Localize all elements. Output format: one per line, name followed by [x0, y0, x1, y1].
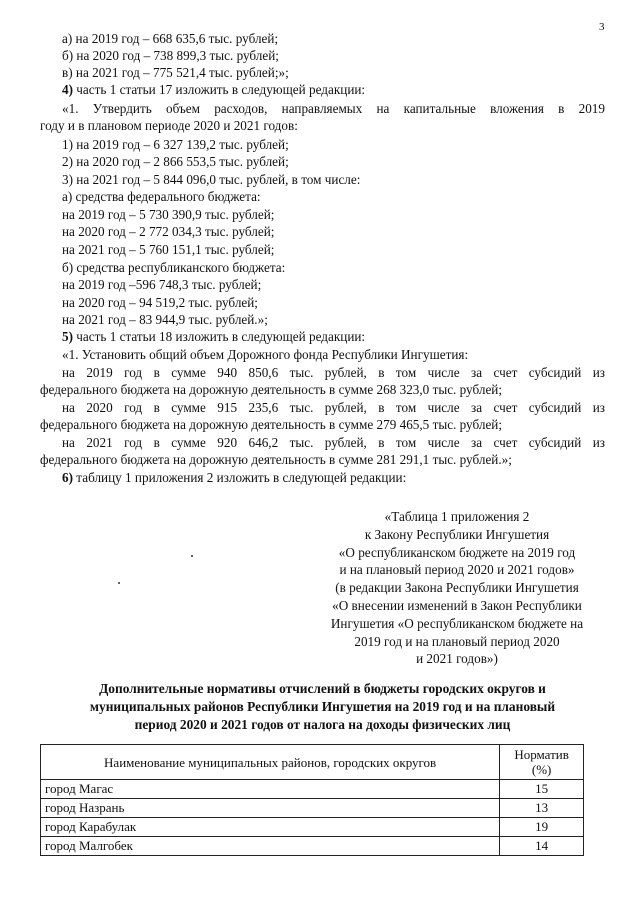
item-6-text: таблицу 1 приложения 2 изложить в следующей редакции:	[73, 470, 407, 485]
text-line: в) на 2021 год – 775 521,4 тыс. рублей;»;	[62, 65, 289, 80]
item-4	[62, 81, 365, 98]
caption-line: и 2021 годов»)	[416, 651, 498, 667]
table-title	[30, 680, 615, 734]
item-6-number: 6)	[62, 470, 73, 485]
table-row	[41, 818, 584, 837]
table-header-row	[41, 745, 584, 780]
item-5-text: часть 1 статьи 18 изложить в следующей редакции:	[73, 329, 366, 344]
caption-line: «О внесении изменений в Закон Республики	[332, 597, 582, 613]
art17-line: 3) на 2021 год – 5 844 096,0 тыс. рублей, в том числе:	[62, 172, 361, 187]
art17-line: на 2021 год – 5 760 151,1 тыс. рублей;	[62, 242, 275, 257]
district-name: город Малгобек	[41, 837, 500, 856]
district-name: город Назрань	[41, 799, 500, 818]
caption-line: «Таблица 1 приложения 2	[384, 509, 530, 524]
tax-standards-table	[40, 744, 584, 856]
scan-speck	[118, 582, 120, 584]
district-name: город Карабулак	[41, 818, 500, 837]
art18-para: на 2019 год в сумме 940 850,6 тыс. рублей, в том числе за счет субсидий из	[62, 365, 605, 380]
table-row	[41, 799, 584, 818]
standard-value: 13	[500, 799, 584, 818]
art17-line: б) средства республиканского бюджета:	[62, 260, 286, 275]
standard-value: 19	[500, 818, 584, 837]
art18-para-cont: федерального бюджета на дорожную деятельность в сумме 281 291,1 тыс. рублей.»;	[40, 452, 512, 467]
art17-line: 2) на 2020 год – 2 866 553,5 тыс. рублей;	[62, 154, 289, 169]
art17-line: 1) на 2019 год – 6 327 139,2 тыс. рублей;	[62, 137, 289, 152]
art17-line: на 2020 год – 94 519,2 тыс. рублей;	[62, 295, 258, 310]
item-6	[62, 469, 406, 486]
header-standard: Норматив (%)	[500, 745, 584, 780]
table-row	[41, 780, 584, 799]
art18-intro: «1. Установить общий объем Дорожного фонда Республики Ингушетия:	[62, 347, 469, 362]
art18-para-cont: федерального бюджета на дорожную деятельность в сумме 268 323,0 тыс. рублей;	[40, 382, 503, 397]
caption-line: и на плановый период 2020 и 2021 годов»	[339, 562, 575, 578]
art18-para-cont: федерального бюджета на дорожную деятельность в сумме 279 465,5 тыс. рублей;	[40, 417, 503, 432]
title-line: Дополнительные нормативы отчислений в бюджеты городских округов и	[99, 681, 546, 696]
item-4-text: часть 1 статьи 17 изложить в следующей редакции:	[73, 82, 366, 97]
caption-line: «О республиканском бюджете на 2019 год	[338, 544, 576, 560]
text-line: а) на 2019 год – 668 635,6 тыс. рублей;	[62, 31, 279, 46]
table-caption	[298, 508, 616, 668]
item-5-number: 5)	[62, 329, 73, 344]
title-line: период 2020 и 2021 годов от налога на доходы физических лиц	[134, 717, 511, 732]
caption-line: 2019 год и на плановый период 2020	[354, 633, 560, 649]
standard-value: 15	[500, 780, 584, 799]
item-4-number: 4)	[62, 82, 73, 97]
art17-line: на 2019 год –596 748,3 тыс. рублей;	[62, 277, 262, 292]
standard-value: 14	[500, 837, 584, 856]
art17-line: на 2019 год – 5 730 390,9 тыс. рублей;	[62, 207, 275, 222]
art17-para-cont: году и в плановом периоде 2020 и 2021 годов:	[40, 118, 298, 133]
header-district: Наименование муниципальных районов, городских округов	[41, 745, 500, 780]
caption-line: (в редакции Закона Республики Ингушетия	[335, 580, 579, 596]
page-number: 3	[599, 21, 605, 33]
district-name: город Магас	[41, 780, 500, 799]
art17-para: «1. Утвердить объем расходов, направляемых на капитальные вложения в 2019	[62, 101, 605, 116]
caption-line: к Закону Республики Ингушетия	[364, 526, 550, 542]
text-line: б) на 2020 год – 738 899,3 тыс. рублей;	[62, 48, 279, 63]
art18-para: на 2020 год в сумме 915 235,6 тыс. рублей, в том числе за счет субсидий из	[62, 400, 605, 415]
scan-speck	[191, 555, 193, 557]
table-row	[41, 837, 584, 856]
art17-line: на 2020 год – 2 772 034,3 тыс. рублей;	[62, 224, 275, 239]
art17-line: а) средства федерального бюджета:	[62, 189, 261, 204]
title-line: муниципальных районов Республики Ингушетия на 2019 год и на плановый	[89, 699, 556, 714]
caption-line: Ингушетия «О республиканском бюджете на	[330, 615, 584, 631]
art17-line: на 2021 год – 83 944,9 тыс. рублей.»;	[62, 312, 268, 327]
art18-para: на 2021 год в сумме 920 646,2 тыс. рублей, в том числе за счет субсидий из	[62, 435, 605, 450]
item-5	[62, 328, 365, 345]
